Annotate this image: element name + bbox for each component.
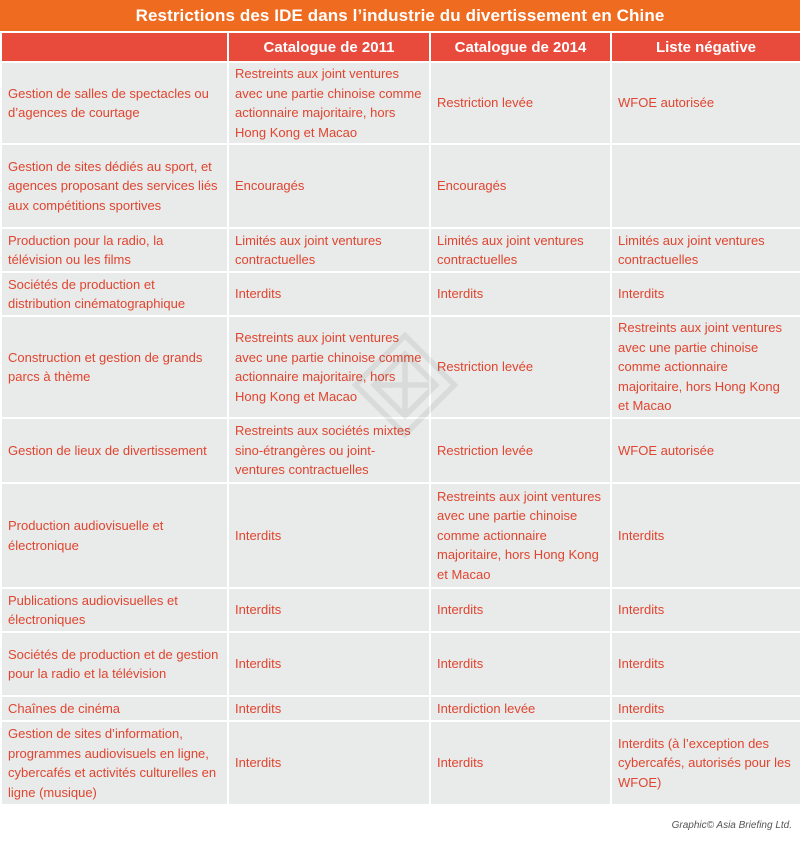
negative-list-cell: Interdits: [611, 483, 800, 588]
sector-cell: Chaînes de cinéma: [1, 696, 228, 721]
negative-list-cell: WFOE autorisée: [611, 62, 800, 144]
negative-list-cell: Interdits (à l’exception des cybercafés, autorisés pour les WFOE): [611, 721, 800, 805]
table-row: [1, 588, 800, 632]
catalogue-2014-cell: Limités aux joint ventures contractuelles: [430, 228, 611, 272]
catalogue-2014-cell: Restreints aux joint ventures avec une partie chinoise comme actionnaire majoritaire, hors Hong Kong et Macao: [430, 483, 611, 588]
negative-list-cell: Interdits: [611, 696, 800, 721]
catalogue-2014-cell: Interdits: [430, 632, 611, 696]
table-row: [1, 316, 800, 418]
catalogue-2014-cell: Interdits: [430, 272, 611, 316]
negative-list-cell: Interdits: [611, 272, 800, 316]
sector-cell: Production pour la radio, la télévision ou les films: [1, 228, 228, 272]
sector-cell: Production audiovisuelle et électronique: [1, 483, 228, 588]
table-row: [1, 272, 800, 316]
table-row: [1, 696, 800, 721]
catalogue-2011-cell: Interdits: [228, 696, 430, 721]
table-row: [1, 144, 800, 228]
sector-cell: Gestion de sites d’information, programmes audiovisuels en ligne, cybercafés et activités culturelles en ligne (musique): [1, 721, 228, 805]
catalogue-2011-cell: Encouragés: [228, 144, 430, 228]
table-row: [1, 721, 800, 805]
table-header: [1, 32, 800, 62]
sector-cell: Publications audiovisuelles et électroniques: [1, 588, 228, 632]
sector-cell: Sociétés de production et de gestion pour la radio et la télévision: [1, 632, 228, 696]
catalogue-2011-cell: Restreints aux joint ventures avec une partie chinoise comme actionnaire majoritaire, hors Hong Kong et Macao: [228, 62, 430, 144]
catalogue-2011-cell: Restreints aux joint ventures avec une partie chinoise comme actionnaire majoritaire, hors Hong Kong et Macao: [228, 316, 430, 418]
header-cell-catalogue-2014: Catalogue de 2014: [430, 32, 611, 62]
catalogue-2011-cell: Interdits: [228, 588, 430, 632]
catalogue-2014-cell: Restriction levée: [430, 316, 611, 418]
table-row: [1, 418, 800, 483]
catalogue-2011-cell: Interdits: [228, 632, 430, 696]
header-cell-negative-list: Liste négative: [611, 32, 800, 62]
restrictions-table: [0, 31, 800, 806]
table-row: [1, 483, 800, 588]
catalogue-2014-cell: Interdits: [430, 588, 611, 632]
catalogue-2014-cell: Restriction levée: [430, 62, 611, 144]
negative-list-cell: Restreints aux joint ventures avec une partie chinoise comme actionnaire majoritaire, hors Hong Kong et Macao: [611, 316, 800, 418]
credit-line: Graphic© Asia Briefing Ltd.: [671, 820, 792, 831]
negative-list-cell: [611, 144, 800, 228]
sector-cell: Sociétés de production et distribution cinématographique: [1, 272, 228, 316]
catalogue-2014-cell: Interdiction levée: [430, 696, 611, 721]
table-row: [1, 228, 800, 272]
catalogue-2011-cell: Limités aux joint ventures contractuelles: [228, 228, 430, 272]
catalogue-2011-cell: Restreints aux sociétés mixtes sino-étrangères ou joint-ventures contractuelles: [228, 418, 430, 483]
page-title: Restrictions des IDE dans l’industrie du divertissement en Chine: [0, 0, 800, 31]
header-row: [1, 32, 800, 62]
catalogue-2014-cell: Restriction levée: [430, 418, 611, 483]
catalogue-2014-cell: Encouragés: [430, 144, 611, 228]
catalogue-2011-cell: Interdits: [228, 721, 430, 805]
negative-list-cell: Interdits: [611, 632, 800, 696]
catalogue-2014-cell: Interdits: [430, 721, 611, 805]
header-cell-catalogue-2011: Catalogue de 2011: [228, 32, 430, 62]
header-cell-sector: [1, 32, 228, 62]
negative-list-cell: Limités aux joint ventures contractuelles: [611, 228, 800, 272]
catalogue-2011-cell: Interdits: [228, 483, 430, 588]
negative-list-cell: WFOE autorisée: [611, 418, 800, 483]
sector-cell: Gestion de lieux de divertissement: [1, 418, 228, 483]
sector-cell: Construction et gestion de grands parcs à thème: [1, 316, 228, 418]
negative-list-cell: Interdits: [611, 588, 800, 632]
catalogue-2011-cell: Interdits: [228, 272, 430, 316]
table-row: [1, 62, 800, 144]
sector-cell: Gestion de sites dédiés au sport, et agences proposant des services liés aux compétitions sportives: [1, 144, 228, 228]
table-row: [1, 632, 800, 696]
sector-cell: Gestion de salles de spectacles ou d’agences de courtage: [1, 62, 228, 144]
